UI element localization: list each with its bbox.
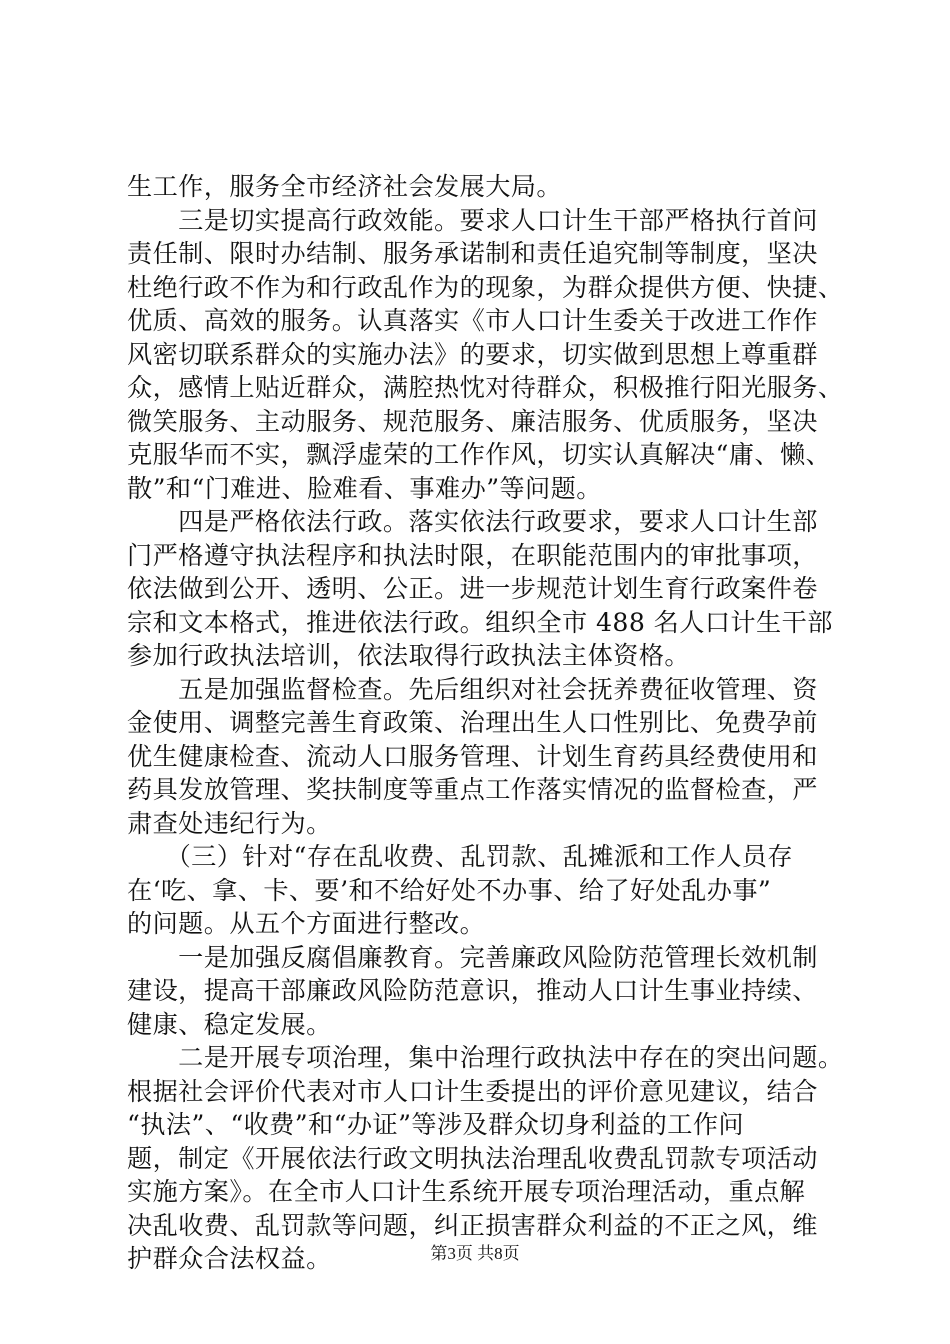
text-line: 散”和“门难进、脸难看、事难办”等问题。 (127, 473, 602, 503)
text-line: 药具发放管理、奖扶制度等重点工作落实情况的监督检查，严 (127, 775, 818, 804)
text-line: 三是切实提高行政效能。要求人口计生干部严格执行首问 (127, 205, 818, 235)
text-line: 克服华而不实，飘浮虚荣的工作作风，切实认真解决“庸、懒、 (127, 440, 832, 469)
text-line: 金使用、调整完善生育政策、治理出生人口性别比、免费孕前 (127, 708, 818, 737)
page-number-footer: 第3页 共8页 (430, 1244, 520, 1263)
text-line: “执法”、“收费”和“办证”等涉及群众切身利益的工作问 (127, 1110, 744, 1139)
text-line: 门严格遵守执法程序和执法时限，在职能范围内的审批事项， (127, 540, 818, 570)
text-line: 风密切联系群众的实施办法》的要求，切实做到思想上尊重群 (127, 339, 818, 369)
text-line: 参加行政执法培训，依法取得行政执法主体资格。 (127, 641, 690, 670)
text-line: 生工作，服务全市经济社会发展大局。 (127, 172, 562, 201)
text-line: 二是开展专项治理，集中治理行政执法中存在的突出问题。 (127, 1043, 844, 1072)
text-line: 微笑服务、主动服务、规范服务、廉洁服务、优质服务，坚决 (127, 406, 818, 436)
text-line: 优质、高效的服务。认真落实《市人口计生委关于改进工作作 (127, 306, 818, 335)
text-line: 护群众合法权益。 (127, 1244, 332, 1273)
text-line: 实施方案》。在全市人口计生系统开展专项治理活动，重点解 (127, 1177, 806, 1206)
text-line: 的问题。从五个方面进行整改。 (127, 909, 486, 938)
text-line: 决乱收费、乱罚款等问题，纠正损害群众利益的不正之风，维 (127, 1210, 818, 1240)
text-line: 一是加强反腐倡廉教育。完善廉政风险防范管理长效机制 (127, 942, 818, 972)
document-body (127, 170, 844, 1276)
text-line: 依法做到公开、透明、公正。进一步规范计划生育行政案件卷 (127, 574, 818, 603)
text-line: 众，感情上贴近群众，满腔热忱对待群众，积极推行阳光服务、 (127, 373, 844, 402)
text-line: 题，制定《开展依法行政文明执法治理乱收费乱罚款专项活动 (127, 1143, 818, 1173)
text-line: 责任制、限时办结制、服务承诺制和责任追究制等制度，坚决 (127, 239, 818, 268)
text-line: 在‘吃、拿、卡、要’和不给好处不办事、给了好处乱办事” (127, 875, 772, 905)
text-line: （三）针对“存在乱收费、乱罚款、乱摊派和工作人员存 (127, 842, 793, 871)
text-line: 四是严格依法行政。落实依法行政要求，要求人口计生部 (127, 507, 818, 536)
text-line: 肃查处违纪行为。 (127, 808, 332, 838)
text-line: 五是加强监督检查。先后组织对社会抚养费征收管理、资 (127, 674, 818, 704)
text-line: 宗和文本格式，推进依法行政。组织全市 488 名人口计生干部 (127, 607, 833, 637)
text-line: 根据社会评价代表对市人口计生委提出的评价意见建议，结合 (127, 1076, 818, 1106)
text-line: 优生健康检查、流动人口服务管理、计划生育药具经费使用和 (127, 741, 818, 771)
text-line: 健康、稳定发展。 (127, 1009, 332, 1039)
text-line: 杜绝行政不作为和行政乱作为的现象，为群众提供方便、快捷、 (127, 272, 844, 302)
text-line: 建设，提高干部廉政风险防范意识，推动人口计生事业持续、 (127, 976, 818, 1005)
